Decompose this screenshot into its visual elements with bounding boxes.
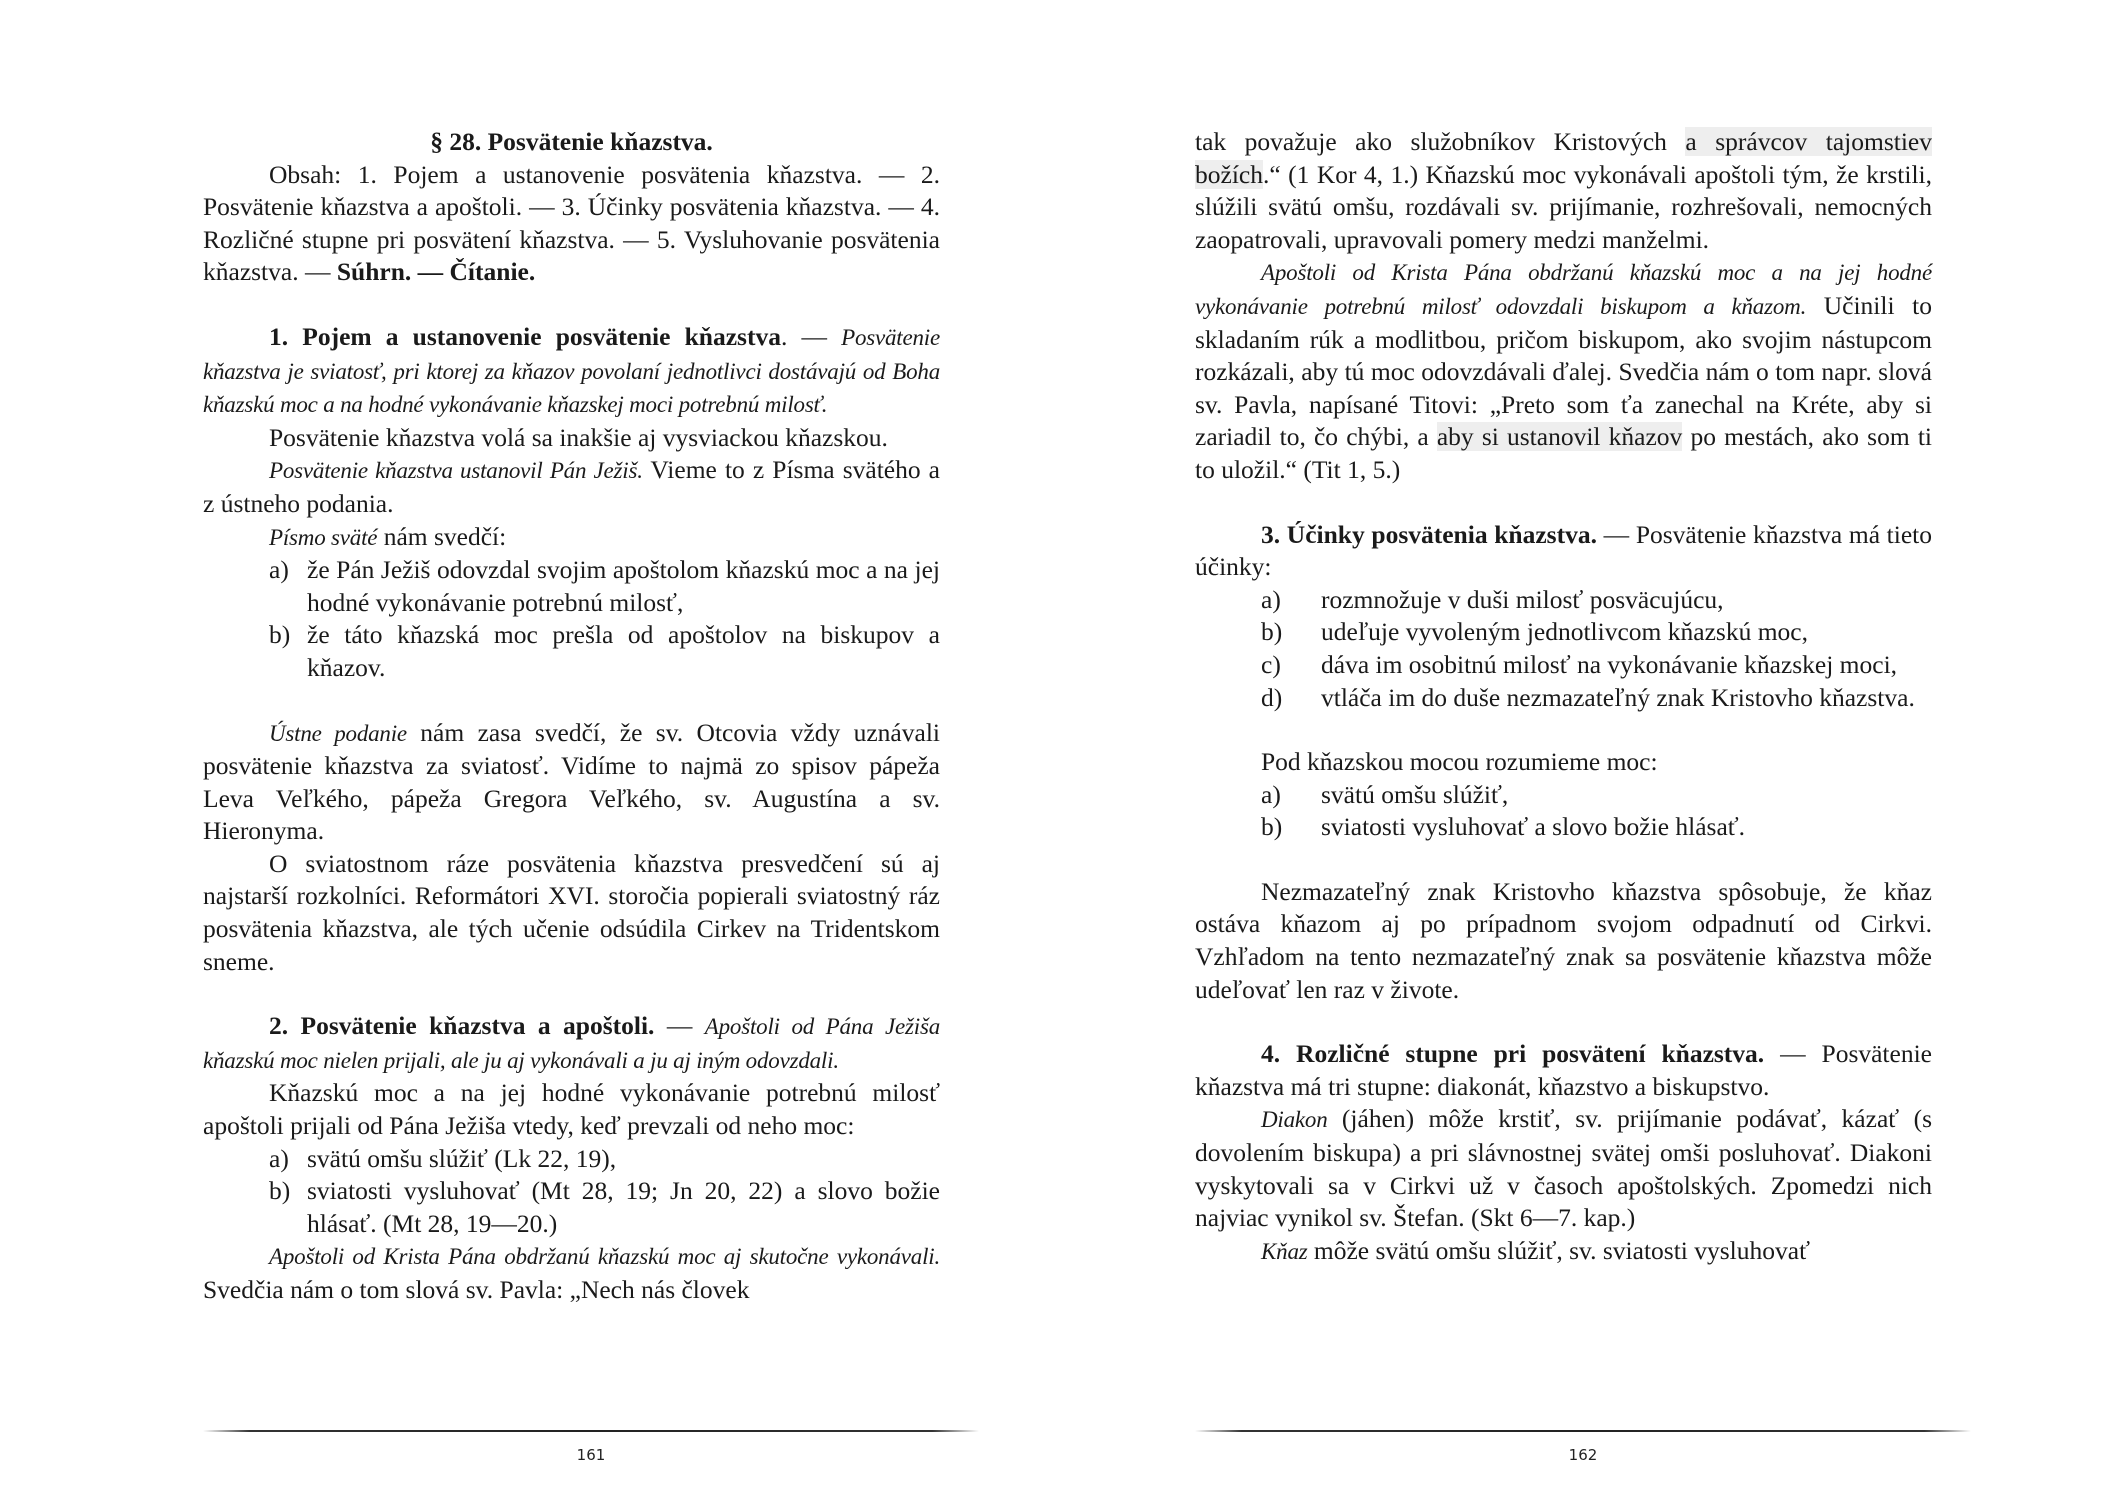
list-item [1195,682,1932,715]
highlighted-text: aby si ustanovil kňazov [1436,422,1683,452]
list-item [203,1143,940,1176]
list-item-label: b) [269,620,291,650]
right-page-content [1195,126,1932,1268]
s2-heading: 2. Posvätenie kňazstva a apoštoli. [269,1011,655,1041]
s4-heading-tail: — Posvätenie kňazstva má tri stupne: diakonát, kňazstvo a biskupstvo. [1195,1039,1932,1101]
section-title: § 28. Posvätenie kňazstva. [430,127,713,156]
list-item-label: a) [269,1143,289,1173]
s1-p3-rest: nám svedčí: [377,521,507,551]
left-page-content [203,126,940,1307]
s1-list [203,554,940,684]
s4-knaz [1195,1235,1932,1269]
list-item-label: a) [269,555,289,585]
cont2-italic: Apoštoli od Krista Pána obdržanú kňazskú moc a na jej hodné vykonávanie potrebnú milosť odovzdali biskupom a kňazom. [1195,260,1932,319]
list-item-text: dáva im osobitnú milosť na vykonávanie kňazskej moci, [1321,649,1898,679]
s3-list-effects [1195,584,1932,714]
s2-list [203,1143,940,1241]
s3-heading: 3. Účinky posvätenia kňazstva. [1261,519,1597,549]
s1-p4-italic: Ústne podanie [269,720,407,746]
list-item-text: vtláča im do duše nezmazateľný znak Kristovho kňazstva. [1321,682,1915,712]
s4-heading: 4. Rozličné stupne pri posvätení kňazstva. [1261,1039,1765,1069]
list-item-text: že Pán Ježiš odovzdal svojim apoštolom kňazskú moc a na jej hodné vykonávanie potrebnú milosť, [307,555,940,617]
list-item-text: rozmnožuje v duši milosť posväcujúcu, [1321,584,1724,614]
s1-p4 [203,717,940,848]
s2-p1: Kňazskú moc a na jej hodné vykonávanie potrebnú milosť apoštoli prijali od Pána Ježiša vtedy, keď prevzali od neho moc: [203,1078,940,1141]
s1-p4-rest: nám zasa svedčí, že sv. Otcovia vždy uznávali posvätenie kňazstva za sviatosť. Vidíme to najmä zo spisov pápeža Leva Veľkého, pápeža Gregora Veľkého, sv. Augustína a sv. Hieronyma. [203,717,940,846]
s3-heading-tail: — Posvätenie kňazstva má tieto účinky: [1195,519,1933,582]
s1-p5: O sviatostnom ráze posvätenia kňazstva presvedčení sú aj najstarší rozkolníci. Reformátori XVI. storočia popierali sviatostný ráz posvätenia kňazstva, ale tých učenie odsúdila Cirkev na Tridentskom sneme. [203,848,940,976]
s3-p-moc: Pod kňazskou mocou rozumieme moc: [1261,747,1658,777]
continuation-text-rest: .“ (1 Kor 4, 1.) Kňazskú moc vykonávali apoštoli tým, že krstili, slúžili svätú omšu, rozdávali sv. prijímanie, rozhrešovali, nemocných zaopatrovali, upravovali pomery medzi manželmi. [1195,159,1932,254]
diakon-rest: (jáhen) môže krstiť, sv. prijímanie podávať, kázať (s dovolením biskupa) a pri slávnostnej svätej omši posluhovať. Diakoni vyskytovali sa v Cirkvi už v časoch apoštolských. Zpomedzi nich najviac vynikol sv. Štefan. (Skt 6—7. kap.) [1195,1104,1932,1233]
list-item-text: udeľuje vyvoleným jednotlivcom kňazskú moc, [1321,617,1808,647]
s1-definition: Posvätenie kňazstva je sviatosť, pri ktorej za kňazov povolaní jednotlivci dostávajú od Boha kňazskú moc a na hodné vykonávanie kňazskej moci potrebnú milosť. [203,324,940,418]
footer-rule [203,1430,979,1432]
continuation-paragraph-2 [1195,256,1932,486]
s2-heading-tail: — [654,1011,705,1041]
s3-p-znak: Nezmazateľný znak Kristovho kňazstva spôsobuje, že kňaz ostáva kňazom aj po prípadnom svojom odpadnutí od Cirkvi. Vzhľadom na tento nezmazateľný znak sa posvätenie kňazstva môže udeľovať len raz v živote. [1195,876,1932,1004]
list-item-label: b) [1261,812,1283,842]
list-item-text: sviatosti vysluhovať (Mt 28, 19; Jn 20, 22) a slovo božie hlásať. (Mt 28, 19—20.) [307,1176,940,1238]
left-page [203,0,940,1500]
s1-p1: Posvätenie kňazstva volá sa inakšie aj vysviackou kňazskou. [269,422,888,452]
s2-p2-rest: Svedčia nám o tom slová sv. Pavla: „Nech nás človek [203,1275,750,1304]
contents-text: Obsah: 1. Pojem a ustanovenie posvätenia kňazstva. — 2. Posvätenie kňazstva a apoštoli. — 3. Účinky posvätenia kňazstva. — 4. Rozličné stupne pri posvätení kňazstva. — 5. Vysluhovanie posvätenia kňazstva. — [203,159,940,287]
footer-rule [1195,1430,1971,1432]
list-item-label: c) [1261,649,1281,679]
cont2-text-rest: po mestách, ako som ti to uložil.“ (Tit 1, 5.) [1195,422,1932,484]
s1-p2-rest: Vieme to z Písma svätého a z ústneho podania. [203,455,940,518]
right-page [1195,0,1932,1500]
s3-heading-paragraph [1195,519,1932,584]
list-item-text: svätú omšu slúžiť (Lk 22, 19), [307,1143,617,1173]
list-item [1195,779,1932,812]
s2-lead: Apoštoli od Pána Ježiša kňazskú moc nielen prijali, ale ju aj vykonávali a ju aj iným odovzdali. [203,1014,940,1073]
s1-p2 [203,454,940,520]
s4-diakon [1195,1103,1932,1234]
list-item-label: d) [1261,682,1283,712]
contents-bold-tail: Súhrn. — Čítanie. [336,257,536,287]
list-item-label: b) [269,1176,291,1206]
continuation-text: tak považuje ako služobníkov Kristových [1195,127,1686,156]
list-item-text: svätú omšu slúžiť, [1321,779,1509,809]
list-item [203,554,940,619]
s2-p2-italic: Apoštoli od Krista Pána obdržanú kňazskú moc aj skutočne vykonávali. [269,1244,940,1270]
list-item [1195,811,1932,844]
continuation-paragraph [1195,126,1932,256]
s3-list-power [1195,779,1932,844]
list-item-label: b) [1261,617,1283,647]
list-item-label: a) [1261,779,1281,809]
list-item [203,619,940,684]
list-item-text: že táto kňazská moc prešla od apoštolov na biskupov a kňazov. [307,620,940,682]
s1-p2-italic: Posvätenie kňazstva ustanovil Pán Ježiš. [269,458,643,484]
s1-p3 [203,521,940,555]
page-number: 161 [576,1446,606,1464]
list-item-label: a) [1261,584,1281,614]
list-item [203,1175,940,1240]
s2-heading-paragraph [203,1010,940,1077]
contents-paragraph [203,159,940,289]
left-page-footer [203,1430,979,1470]
s1-heading-paragraph [203,321,940,422]
page-number: 162 [1568,1446,1598,1464]
list-item-text: sviatosti vysluhovať a slovo božie hlásať. [1321,812,1746,842]
s1-heading-tail: . — [780,321,842,351]
s2-p2 [203,1240,940,1306]
s1-p3-italic: Písmo sväté [269,524,378,550]
s4-heading-paragraph [1195,1038,1932,1103]
knaz-italic: Kňaz [1261,1238,1308,1264]
right-page-footer [1195,1430,1971,1470]
knaz-rest: môže svätú omšu slúžiť, sv. sviatosti vysluhovať [1307,1235,1810,1265]
list-item [1195,616,1932,649]
diakon-italic: Diakon [1261,1107,1328,1133]
list-item [1195,649,1932,682]
highlighted-text: a správcov tajomstiev božích [1195,127,1932,189]
cont2-text: Učinili to skladaním rúk a modlitbou, pričom biskupom, ako svojim nástupcom rozkázali, aby tú moc odovzdávali ďalej. Svedčia nám o tom napr. slová sv. Pavla, napísané Titovi: „Preto som ťa zanechal na Kréte, aby si zariadil to, čo chýbi, a [1195,290,1932,452]
s1-heading: 1. Pojem a ustanovenie posvätenie kňazstva [269,321,781,351]
list-item [1195,584,1932,617]
